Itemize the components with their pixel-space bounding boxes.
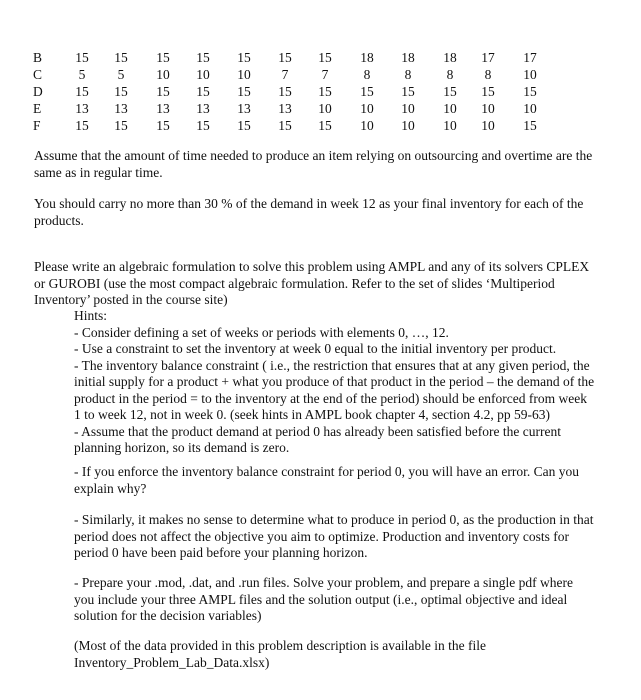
table-cell: 10	[443, 101, 457, 116]
table-cell: 15	[114, 50, 128, 65]
table-cell: 13	[156, 101, 170, 116]
table-cell: 10	[156, 67, 170, 82]
hint-line: product in the period = to the inventory at the end of the period) should be enforced from week	[74, 390, 587, 406]
hint-line: planning horizon, so its demand is zero.	[74, 440, 290, 455]
table-cell: 15	[196, 50, 210, 65]
table-cell: 5	[78, 67, 86, 82]
table-cell: 18	[443, 50, 457, 65]
table-cell: 10	[360, 118, 374, 133]
table-cell: 15	[156, 50, 170, 65]
table-cell: 8	[404, 67, 412, 82]
text-line: solution for the decision variables)	[74, 608, 262, 623]
table-cell: 13	[237, 101, 251, 116]
text-line: products.	[34, 212, 84, 228]
table-cell: 13	[278, 101, 292, 116]
table-cell: 18	[360, 50, 374, 65]
hints-block	[74, 308, 614, 457]
table-cell: 15	[156, 84, 170, 99]
table-cell: 10	[523, 101, 537, 116]
request-paragraph	[34, 259, 609, 309]
hint-line: - The inventory balance constraint ( i.e., the restriction that ensures that at any given period, the	[74, 357, 590, 373]
table-cell: 10	[523, 67, 537, 82]
text-line: Inventory’ posted in the course site)	[34, 292, 228, 307]
table-cell: 8	[363, 67, 371, 82]
table-cell: 15	[401, 84, 415, 99]
table-cell: 15	[237, 50, 251, 65]
table-cell: 7	[281, 67, 289, 82]
table-cell: 15	[278, 118, 292, 133]
table-cell: 10	[401, 118, 415, 133]
table-cell: 10	[237, 67, 251, 82]
table-cell: 15	[196, 84, 210, 99]
table-cell: 15	[481, 84, 495, 99]
table-cell: 10	[443, 118, 457, 133]
text-line: explain why?	[74, 480, 147, 496]
row-label: E	[33, 101, 42, 116]
table-cell: 10	[481, 118, 495, 133]
text-line: Inventory_Problem_Lab_Data.xlsx)	[74, 654, 270, 670]
table-row	[0, 101, 641, 119]
table-cell: 15	[318, 84, 332, 99]
table-cell: 15	[318, 118, 332, 133]
text-line: period does not affect the objective you aim to optimize. Production and inventory costs for	[74, 528, 570, 544]
table-cell: 15	[156, 118, 170, 133]
text-line: - Prepare your .mod, .dat, and .run files. Solve your problem, and prepare a single pdf where	[74, 575, 573, 590]
table-row	[0, 67, 641, 85]
hint-line: - Assume that the product demand at period 0 has already been satisfied before the current	[74, 423, 561, 439]
text-line: same as in regular time.	[34, 164, 163, 180]
table-row	[0, 50, 641, 68]
table-cell: 10	[318, 101, 332, 116]
table-cell: 15	[75, 118, 89, 133]
table-cell: 10	[196, 67, 210, 82]
text-line: (Most of the data provided in this problem description is available in the file	[74, 638, 487, 653]
table-cell: 8	[484, 67, 492, 82]
text-line: You should carry no more than 30 % of the demand in week 12 as your final inventory for each of the	[34, 196, 584, 211]
table-cell: 8	[446, 67, 454, 82]
table-cell: 15	[114, 84, 128, 99]
table-cell: 7	[321, 67, 329, 82]
table-cell: 13	[75, 101, 89, 116]
table-cell: 15	[75, 50, 89, 65]
demand-table	[0, 50, 641, 140]
table-cell: 15	[196, 118, 210, 133]
table-cell: 18	[401, 50, 415, 65]
table-cell: 5	[117, 67, 125, 82]
text-line: you include your three AMPL files and the solution output (i.e., optimal objective and ideal	[74, 591, 568, 607]
table-cell: 15	[75, 84, 89, 99]
table-cell: 15	[523, 84, 537, 99]
table-cell: 15	[360, 84, 374, 99]
hint-line: - Consider defining a set of weeks or periods with elements 0, …, 12.	[74, 324, 449, 340]
text-line: or GUROBI (use the most compact algebraic formulation. Refer to the set of slides ‘Multiperiod	[34, 275, 555, 291]
text-line: - If you enforce the inventory balance constraint for period 0, you will have an error. Can you	[74, 464, 579, 479]
table-cell: 10	[481, 101, 495, 116]
table-cell: 15	[318, 50, 332, 65]
hint-line: - Use a constraint to set the inventory at week 0 equal to the initial inventory per product.	[74, 341, 557, 356]
table-cell: 15	[278, 50, 292, 65]
hints-title: Hints:	[74, 308, 108, 323]
hint-line: 1 to week 12, not in week 0. (seek hints in AMPL book chapter 4, section 4.2, pp 59-63)	[74, 407, 551, 422]
production-note	[74, 512, 614, 562]
row-label: D	[33, 84, 43, 99]
hint-line: initial supply for a product + what you produce of that product in the period – the demand of the	[74, 374, 595, 389]
table-cell: 13	[196, 101, 210, 116]
files-note	[74, 575, 614, 625]
table-cell: 15	[237, 118, 251, 133]
table-cell: 10	[401, 101, 415, 116]
text-line: Please write an algebraic formulation to solve this problem using AMPL and any of its solvers CPLEX	[34, 259, 590, 274]
text-line: - Similarly, it makes no sense to determine what to produce in period 0, as the production in that	[74, 512, 594, 527]
table-cell: 15	[523, 118, 537, 133]
table-row	[0, 118, 641, 136]
data-note	[74, 638, 614, 671]
table-cell: 17	[481, 50, 495, 65]
text-line: Assume that the amount of time needed to produce an item relying on outsourcing and overtime are the	[34, 148, 593, 163]
row-label: C	[33, 67, 43, 82]
text-line: period 0 have been paid before your planning horizon.	[74, 545, 368, 560]
row-label: B	[33, 50, 43, 65]
table-cell: 15	[443, 84, 457, 99]
table-cell: 15	[237, 84, 251, 99]
row-label: F	[33, 118, 41, 133]
table-row	[0, 84, 641, 102]
assumption-paragraph	[34, 148, 609, 181]
table-cell: 13	[114, 101, 128, 116]
table-cell: 15	[114, 118, 128, 133]
table-cell: 10	[360, 101, 374, 116]
table-cell: 17	[523, 50, 537, 65]
table-cell: 15	[278, 84, 292, 99]
inventory-note-paragraph	[34, 196, 609, 229]
period0-note	[74, 464, 614, 497]
